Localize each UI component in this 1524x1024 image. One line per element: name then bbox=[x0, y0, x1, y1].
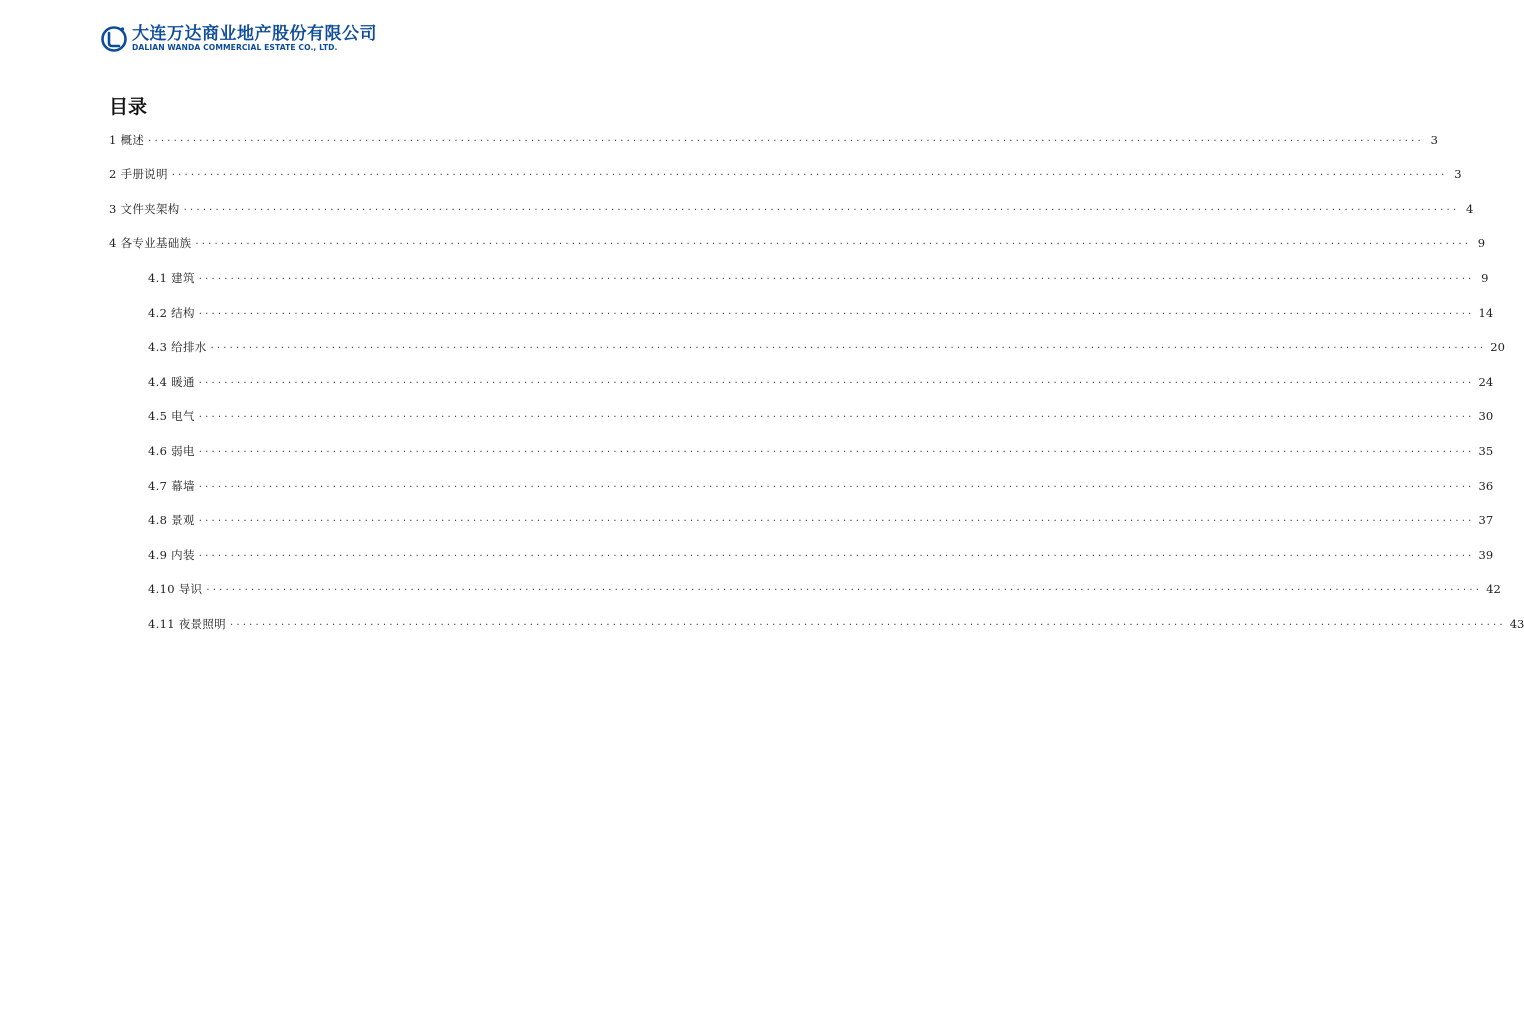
toc-entry[interactable] bbox=[148, 581, 1501, 597]
toc-entry-text: 1 概述 bbox=[109, 133, 145, 147]
toc-leader: ........................................................................................................................................................................................................ bbox=[183, 202, 1460, 213]
company-logo bbox=[101, 24, 401, 56]
toc-entry[interactable] bbox=[148, 408, 1494, 424]
toc-entry-page: 20 bbox=[1490, 340, 1505, 354]
toc-leader: ........................................................................................................................................................................................................ bbox=[210, 340, 1487, 351]
toc-entry-page: 24 bbox=[1478, 375, 1494, 389]
toc-entry-page: 30 bbox=[1478, 409, 1494, 423]
logo-english-name: DALIAN WANDA COMMERCIAL ESTATE CO., LTD. bbox=[132, 43, 338, 52]
logo-chinese-name: 大连万达商业地产股份有限公司 bbox=[132, 24, 377, 44]
toc-entry[interactable] bbox=[109, 132, 1438, 148]
toc-entry-text: 4.1 建筑 bbox=[148, 271, 195, 285]
toc-entry-text: 4.9 内装 bbox=[148, 548, 195, 562]
toc-entry[interactable] bbox=[109, 201, 1474, 217]
toc-leader: ........................................................................................................................................................................................................ bbox=[198, 409, 1475, 420]
toc-entry-page: 39 bbox=[1478, 548, 1494, 562]
toc-leader: ........................................................................................................................................................................................................ bbox=[198, 548, 1475, 559]
toc-entry-text: 4.2 结构 bbox=[148, 306, 195, 320]
toc-leader: ........................................................................................................................................................................................................ bbox=[198, 444, 1475, 455]
toc-entry-text: 4.10 导识 bbox=[148, 582, 203, 596]
toc-entry[interactable] bbox=[148, 443, 1494, 459]
toc-entry-text: 3 文件夹架构 bbox=[109, 202, 180, 216]
toc-leader: ........................................................................................................................................................................................................ bbox=[198, 479, 1475, 490]
toc-entry[interactable] bbox=[148, 616, 1524, 632]
toc-entry-page: 43 bbox=[1509, 617, 1524, 631]
toc-entry[interactable] bbox=[148, 270, 1489, 286]
toc-entry[interactable] bbox=[148, 374, 1494, 390]
toc-entry[interactable] bbox=[148, 339, 1505, 355]
toc-entry-page: 42 bbox=[1486, 582, 1501, 596]
toc-entry-page: 14 bbox=[1478, 306, 1494, 320]
toc-entry[interactable] bbox=[148, 547, 1494, 563]
toc-entry-text: 2 手册说明 bbox=[109, 167, 168, 181]
toc-entry[interactable] bbox=[109, 166, 1462, 182]
toc-leader: ........................................................................................................................................................................................................ bbox=[171, 167, 1448, 178]
wanda-logo-icon bbox=[101, 26, 127, 52]
toc-leader: ........................................................................................................................................................................................................ bbox=[229, 617, 1506, 628]
toc-entry-page: 4 bbox=[1466, 202, 1474, 216]
toc-entry-text: 4.6 弱电 bbox=[148, 444, 195, 458]
toc-entry[interactable] bbox=[148, 512, 1494, 528]
toc-entry-page: 37 bbox=[1478, 513, 1494, 527]
toc-leader: ........................................................................................................................................................................................................ bbox=[198, 271, 1475, 282]
toc-entry-text: 4.3 给排水 bbox=[148, 340, 207, 354]
toc-entry-text: 4.7 幕墙 bbox=[148, 479, 195, 493]
toc-leader: ........................................................................................................................................................................................................ bbox=[148, 133, 1424, 144]
toc-entry-text: 4.5 电气 bbox=[148, 409, 195, 423]
toc-entry-text: 4.11 夜景照明 bbox=[148, 617, 226, 631]
toc-entry-page: 3 bbox=[1430, 133, 1438, 147]
toc-entry-page: 35 bbox=[1478, 444, 1494, 458]
toc-leader: ........................................................................................................................................................................................................ bbox=[198, 375, 1475, 386]
toc-entry[interactable] bbox=[148, 478, 1494, 494]
toc-entry-page: 9 bbox=[1481, 271, 1489, 285]
toc-leader: ........................................................................................................................................................................................................ bbox=[206, 582, 1483, 593]
toc-entry-text: 4.4 暖通 bbox=[148, 375, 195, 389]
toc-leader: ........................................................................................................................................................................................................ bbox=[198, 513, 1475, 524]
toc-leader: ........................................................................................................................................................................................................ bbox=[195, 236, 1472, 247]
toc-entry[interactable] bbox=[109, 235, 1486, 251]
toc-entry-page: 36 bbox=[1478, 479, 1494, 493]
toc-leader: ........................................................................................................................................................................................................ bbox=[198, 306, 1475, 317]
toc-entry[interactable] bbox=[148, 305, 1494, 321]
toc-entry-page: 9 bbox=[1477, 236, 1486, 250]
toc-entry-text: 4.8 景观 bbox=[148, 513, 195, 527]
toc-entry-page: 3 bbox=[1454, 167, 1462, 181]
toc-entry-text: 4 各专业基础族 bbox=[109, 236, 192, 250]
toc-title: 目录 bbox=[109, 96, 148, 118]
